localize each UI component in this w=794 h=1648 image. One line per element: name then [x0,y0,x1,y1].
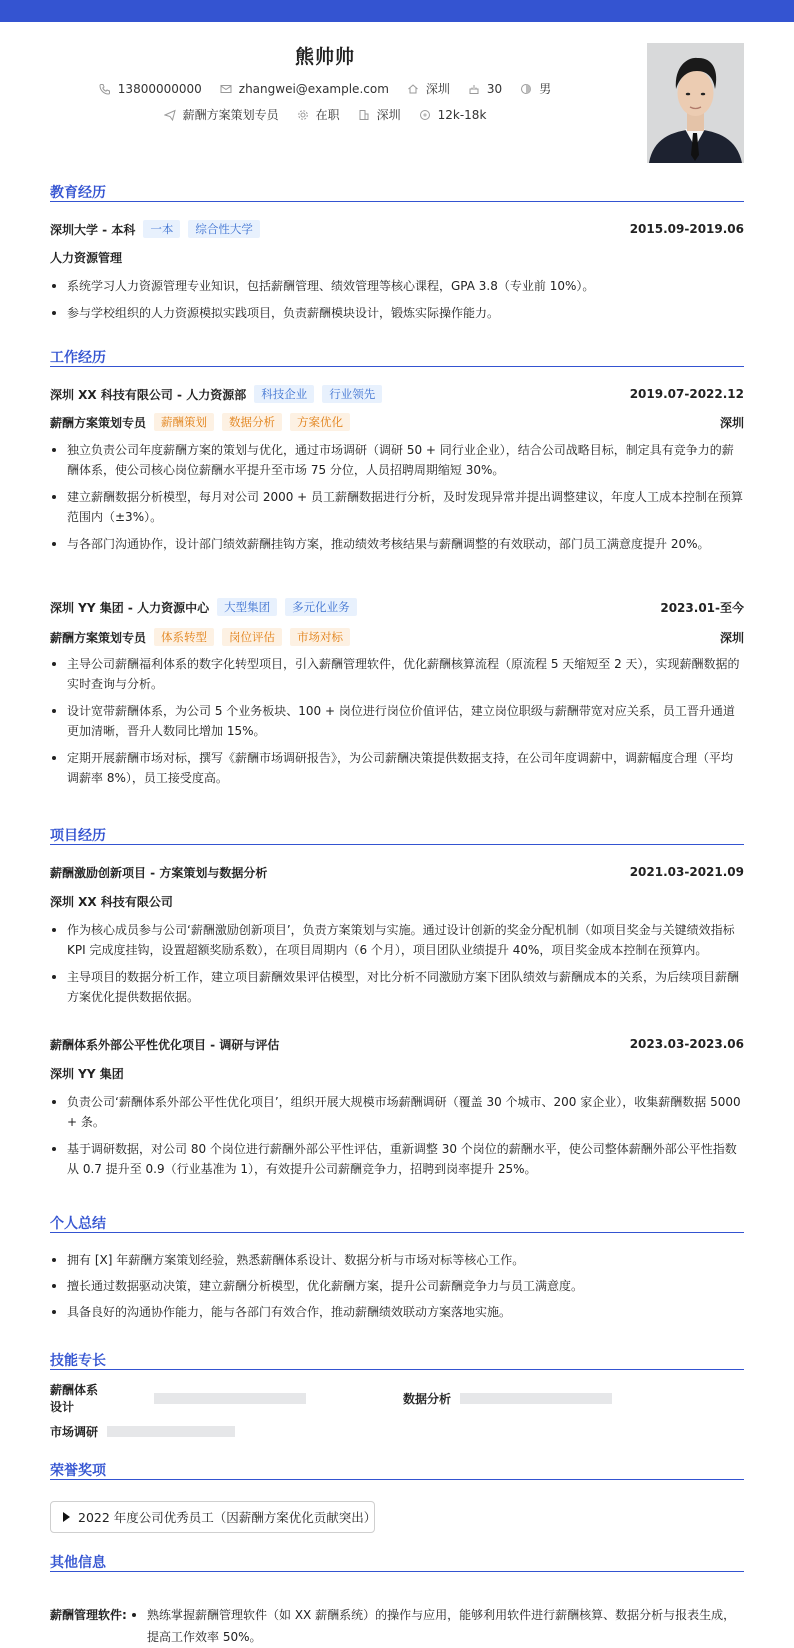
role: 薪酬方案策划专员 [50,630,147,645]
project-org: 深圳 YY 集团 [50,1066,124,1081]
gear-icon [297,109,309,121]
status-text: 在职 [315,108,340,122]
list-item: 主导项目的数据分析工作，建立项目薪酬效果评估模型，对比分析不同激励方案下团队绩效与薪酬成本的关系，为后续项目薪酬方案优化提供数据依据。 [50,967,744,1007]
list-item: 拥有 [X] 年薪酬方案策划经验，熟悉薪酬体系设计、数据分析与市场对标等核心工作。 [50,1250,744,1270]
list-item: 具备良好的沟通协作能力，能与各部门有效合作，推动薪酬绩效联动方案落地实施。 [50,1302,744,1322]
phone-item [99,82,202,96]
other-info-row [50,1604,744,1648]
company-name: 深圳 YY 集团 - 人力资源中心 [50,600,210,615]
list-item: 与各部门沟通协作，设计部门绩效薪酬挂钩方案，推动绩效考核结果与薪酬调整的有效联动，部门员工满意度提升 20%。 [50,534,744,554]
project-bullets [50,920,744,1014]
skill-name: 市场调研 [50,1424,99,1439]
list-item: 参与学校组织的人力资源模拟实践项目，负责薪酬模块设计，锻炼实际操作能力。 [50,303,744,323]
city: 深圳 [719,630,744,645]
section-title-summary: 个人总结 [50,1213,744,1233]
tag: 岗位评估 [222,628,282,646]
tag: 方案优化 [290,413,350,431]
skill-item [50,1383,306,1414]
status-item [297,106,340,123]
city: 深圳 [719,415,744,430]
other-value: 熟练掌握薪酬管理软件（如 XX 薪酬系统）的操作与应用，能够利用软件进行薪酬核算、数据分析与报表生成，提高工作效率 50%。 [130,1604,744,1648]
salary-text: 12k-18k [437,107,487,122]
skill-item [50,1421,235,1441]
education-bullets [50,276,744,330]
email-item [220,82,389,96]
company-name: 深圳 XX 科技有限公司 - 人力资源部 [50,387,247,402]
work-bullets [50,440,744,561]
gender-text: 男 [539,82,552,96]
school-name: 深圳大学 - 本科 [50,222,136,237]
major-row [50,247,744,267]
tag: 市场对标 [290,628,350,646]
caret-right-icon [63,1512,70,1522]
section-title-other: 其他信息 [50,1552,744,1572]
date: 2015.09-2019.06 [629,222,744,236]
city-item [358,106,401,123]
list-item: 负责公司‘薪酬体系外部公平性优化项目’，组织开展大规模市场薪酬调研（覆盖 30 个城市、200 家企业），收集薪酬数据 5000 + 条。 [50,1092,744,1132]
skill-bar [460,1393,612,1404]
project-header [50,862,744,882]
salary-item [419,108,487,122]
list-item: 系统学习人力资源管理专业知识，包括薪酬管理、绩效管理等核心课程，GPA 3.8（专业前 10%）。 [50,276,744,296]
location-text: 深圳 [425,82,450,96]
age-text: 30 [486,81,503,96]
candidate-name: 熊帅帅 [294,46,355,68]
project-header [50,1034,744,1054]
skill-bar [154,1393,306,1404]
work-header [50,597,744,617]
gender-icon [520,83,532,95]
project-name: 薪酬体系外部公平性优化项目 - 调研与评估 [50,1037,280,1052]
phone-text: 13800000000 [117,81,202,96]
section-title-awards: 荣誉奖项 [50,1460,744,1480]
tag: 行业领先 [322,385,382,403]
date: 2023.03-2023.06 [629,1037,744,1051]
cake-icon [468,83,480,95]
tag: 综合性大学 [188,220,260,238]
project-name: 薪酬激励创新项目 - 方案策划与数据分析 [50,865,268,880]
tag: 体系转型 [154,628,214,646]
contact-row [0,80,650,97]
summary-bullets [50,1250,744,1328]
skill-name: 薪酬体系设计 [50,1383,99,1414]
job-title-item [164,106,279,123]
coin-icon [419,109,431,121]
list-item: 独立负责公司年度薪酬方案的策划与优化，通过市场调研（调研 50 + 同行业企业），结合公司战略目标，制定具有竞争力的薪酬体系，使公司核心岗位薪酬水平提升至市场 75 分位，人员招聘周期缩短 30%。 [50,440,744,480]
major: 人力资源管理 [50,250,123,265]
section-title-projects: 项目经历 [50,825,744,845]
work-role-row [50,627,744,647]
date: 2021.03-2021.09 [629,865,744,879]
profile-photo [647,43,744,163]
tag: 科技企业 [254,385,314,403]
work-bullets [50,654,744,795]
age-item [468,82,502,96]
role: 薪酬方案策划专员 [50,415,147,430]
skill-name: 数据分析 [403,1391,452,1406]
award-text: 2022 年度公司优秀员工（因薪酬方案优化贡献突出） [78,1510,377,1525]
award-item[interactable] [50,1501,375,1533]
education-header [50,219,744,239]
list-item: 主导公司薪酬福利体系的数字化转型项目，引入薪酬管理软件，优化薪酬核算流程（原流程 5 天缩短至 2 天），实现薪酬数据的实时查询与分析。 [50,654,744,694]
list-item: 定期开展薪酬市场对标，撰写《薪酬市场调研报告》，为公司薪酬决策提供数据支持，在公司年度调薪中，调薪幅度合理（平均调薪率 8%），员工接受度高。 [50,748,744,788]
send-icon [164,109,176,121]
project-bullets [50,1092,744,1186]
list-item: 基于调研数据，对公司 80 个岗位进行薪酬外部公平性评估，重新调整 30 个岗位的薪酬水平，使公司整体薪酬外部公平性指数从 0.7 提升至 0.9（行业基准为 1），有效提升公司薪酬竞争力，招聘到岗率提升 25%。 [50,1139,744,1179]
project-org-row [50,1063,744,1083]
list-item: 作为核心成员参与公司‘薪酬激励创新项目’，负责方案策划与实施。通过设计创新的奖金分配机制（如项目奖金与关键绩效指标 KPI 完成度挂钩，设置超额奖励系数），在项目周期内（6 个月），项目团队业绩提升 40%，项目奖金成本控制在预算内。 [50,920,744,960]
work-header [50,384,744,404]
job-intent-row [0,106,650,123]
phone-icon [99,83,111,95]
tag: 薪酬策划 [154,413,214,431]
other-key: 薪酬管理软件: [50,1608,127,1622]
section-title-education: 教育经历 [50,182,744,202]
date: 2023.01-至今 [660,600,744,615]
email-text: zhangwei@example.com [238,81,389,96]
work-role-row [50,412,744,432]
home-icon [407,83,419,95]
location-item [407,80,450,97]
tag: 一本 [143,220,180,238]
building-icon [358,109,370,121]
top-accent-bar [0,0,794,22]
skill-bar [107,1426,235,1437]
section-title-work: 工作经历 [50,347,744,367]
city-text: 深圳 [376,108,401,122]
list-item: 建立薪酬数据分析模型，每月对公司 2000 + 员工薪酬数据进行分析，及时发现异常并提出调整建议，年度人工成本控制在预算范围内（±3%）。 [50,487,744,527]
date: 2019.07-2022.12 [629,387,744,401]
project-org: 深圳 XX 科技有限公司 [50,894,173,909]
list-item: 设计宽带薪酬体系，为公司 5 个业务板块、100 + 岗位进行岗位价值评估，建立岗位职级与薪酬带宽对应关系，员工晋升通道更加清晰，晋升人数同比增加 15%。 [50,701,744,741]
skill-item [403,1388,612,1408]
gender-item [520,80,551,97]
tag: 数据分析 [222,413,282,431]
tag: 大型集团 [217,598,277,616]
section-title-skills: 技能专长 [50,1350,744,1370]
mail-icon [220,83,232,95]
project-org-row [50,891,744,911]
job-title-text: 薪酬方案策划专员 [182,108,279,122]
tag: 多元化业务 [285,598,357,616]
list-item: 擅长通过数据驱动决策，建立薪酬分析模型，优化薪酬方案，提升公司薪酬竞争力与员工满意度。 [50,1276,744,1296]
